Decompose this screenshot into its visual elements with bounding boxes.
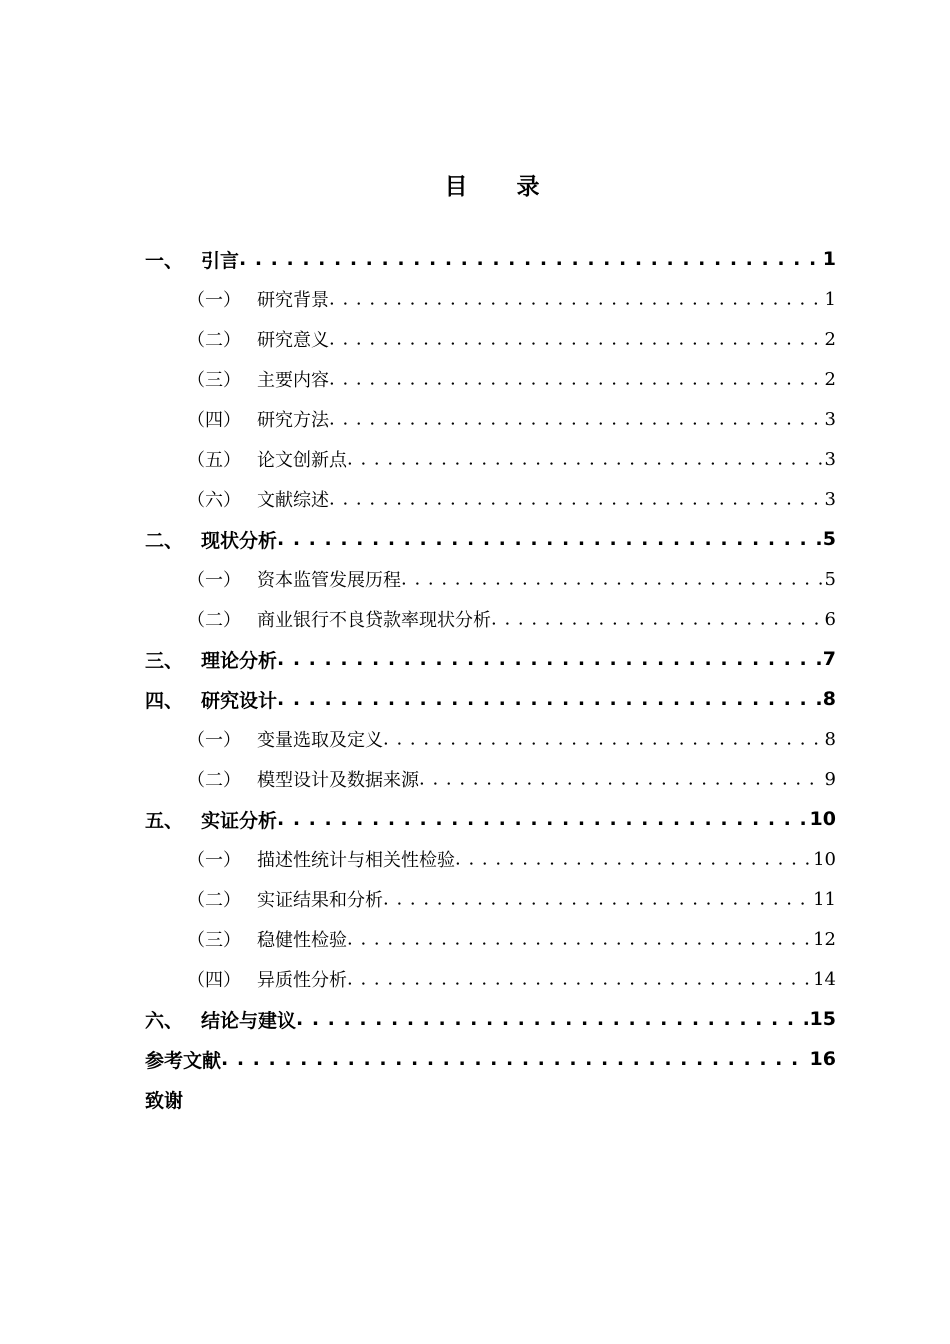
dot-leader [221,1039,808,1079]
dot-leader [296,999,808,1039]
toc-entry-number: （二） [187,890,241,911]
toc-entry-page: 5 [822,528,836,550]
dot-leader [277,519,821,559]
toc-entry-number: 四、 [145,689,184,712]
toc-entry-label: 稳健性检验 [257,930,347,951]
toc-entry-empirical-analysis[interactable] [145,799,836,839]
toc-entry-number: 一、 [145,249,184,272]
toc-entry-research-significance[interactable] [145,319,836,359]
dot-leader [347,919,811,959]
toc-entry-number: （五） [187,450,241,471]
toc-entry-conclusions[interactable] [145,999,836,1039]
toc-entry-page: 9 [824,768,836,790]
toc-entry-research-design[interactable] [145,679,836,719]
toc-entry-label: 资本监管发展历程 [257,570,401,591]
toc-entry-number: （三） [187,930,241,951]
toc-entry-number: （四） [187,410,241,431]
toc-entry-label: 异质性分析 [257,970,347,991]
toc-entry-capital-regulation-history[interactable] [145,559,836,599]
toc-entry-label: 变量选取及定义 [257,730,383,751]
dot-leader [347,439,823,479]
toc-list [145,239,836,1119]
dot-leader [455,839,811,879]
toc-entry-page: 8 [822,688,836,710]
dot-leader [491,599,823,639]
toc-entry-page: 5 [824,568,836,590]
toc-entry-page: 8 [824,728,836,750]
toc-entry-introduction[interactable] [145,239,836,279]
toc-entry-label: 商业银行不良贷款率现状分析 [257,610,491,631]
toc-entry-page: 10 [809,808,836,830]
toc-entry-page: 12 [813,928,836,950]
toc-entry-npl-ratio-status[interactable] [145,599,836,639]
toc-entry-number: （二） [187,610,241,631]
toc-entry-page: 2 [824,368,836,390]
toc-entry-number: 六、 [145,1009,184,1032]
dot-leader [277,679,821,719]
toc-entry-page: 11 [813,888,836,910]
toc-entry-label: 研究背景 [257,290,329,311]
toc-entry-page: 14 [813,968,836,990]
toc-entry-number: （一） [187,570,241,591]
dot-leader [277,639,821,679]
toc-entry-number: 三、 [145,649,184,672]
toc-entry-literature-review[interactable] [145,479,836,519]
toc-entry-page: 2 [824,328,836,350]
toc-entry-label: 参考文献 [145,1049,222,1072]
toc-title: 目 录 [444,174,541,200]
toc-entry-page: 16 [809,1048,836,1070]
toc-entry-label: 现状分析 [201,529,278,552]
toc-entry-number: 二、 [145,529,184,552]
toc-entry-page: 1 [822,248,836,270]
toc-entry-label: 文献综述 [257,490,329,511]
dot-leader [329,279,823,319]
toc-entry-label: 引言 [201,249,240,272]
toc-entry-robustness-test[interactable] [145,919,836,959]
toc-entry-descriptive-statistics[interactable] [145,839,836,879]
toc-entry-label: 结论与建议 [201,1009,297,1032]
toc-entry-number: （二） [187,330,241,351]
toc-entry-page: 6 [824,608,836,630]
dot-leader [383,879,811,919]
toc-entry-label: 研究方法 [257,410,329,431]
toc-entry-status-analysis[interactable] [145,519,836,559]
toc-entry-page: 3 [824,488,836,510]
toc-entry-label: 研究意义 [257,330,329,351]
dot-leader [383,719,823,759]
toc-entry-label: 论文创新点 [257,450,347,471]
toc-entry-heterogeneity-analysis[interactable] [145,959,836,999]
toc-entry-innovations[interactable] [145,439,836,479]
toc-entry-label: 实证结果和分析 [257,890,383,911]
toc-entry-number: （四） [187,970,241,991]
dot-leader [347,959,811,999]
toc-entry-page: 15 [809,1008,836,1030]
toc-entry-number: 五、 [145,809,184,832]
toc-entry-number: （二） [187,770,241,791]
toc-entry-page: 3 [824,408,836,430]
toc-entry-model-design[interactable] [145,759,836,799]
toc-entry-label: 模型设计及数据来源 [257,770,419,791]
dot-leader [329,479,823,519]
toc-entry-label: 研究设计 [201,689,278,712]
toc-entry-research-methods[interactable] [145,399,836,439]
dot-leader [329,319,823,359]
dot-leader [277,799,808,839]
toc-entry-research-background[interactable] [145,279,836,319]
toc-entry-label: 主要内容 [257,370,329,391]
toc-entry-label: 致谢 [145,1089,184,1112]
toc-entry-page: 10 [813,848,836,870]
toc-entry-theoretical-analysis[interactable] [145,639,836,679]
toc-entry-acknowledgements[interactable] [145,1079,836,1119]
dot-leader [329,359,823,399]
toc-entry-variable-selection[interactable] [145,719,836,759]
toc-entry-references[interactable] [145,1039,836,1079]
dot-leader [401,559,823,599]
toc-entry-number: （一） [187,290,241,311]
toc-entry-page: 1 [824,288,836,310]
toc-entry-label: 描述性统计与相关性检验 [257,850,455,871]
toc-entry-main-content[interactable] [145,359,836,399]
toc-entry-empirical-results[interactable] [145,879,836,919]
dot-leader [329,399,823,439]
toc-entry-page: 7 [822,648,836,670]
toc-entry-number: （六） [187,490,241,511]
toc-entry-label: 理论分析 [201,649,278,672]
toc-entry-number: （三） [187,370,241,391]
toc-entry-label: 实证分析 [201,809,278,832]
toc-entry-number: （一） [187,850,241,871]
toc-entry-number: （一） [187,730,241,751]
toc-entry-page: 3 [824,448,836,470]
dot-leader [419,759,823,799]
dot-leader [239,239,821,279]
